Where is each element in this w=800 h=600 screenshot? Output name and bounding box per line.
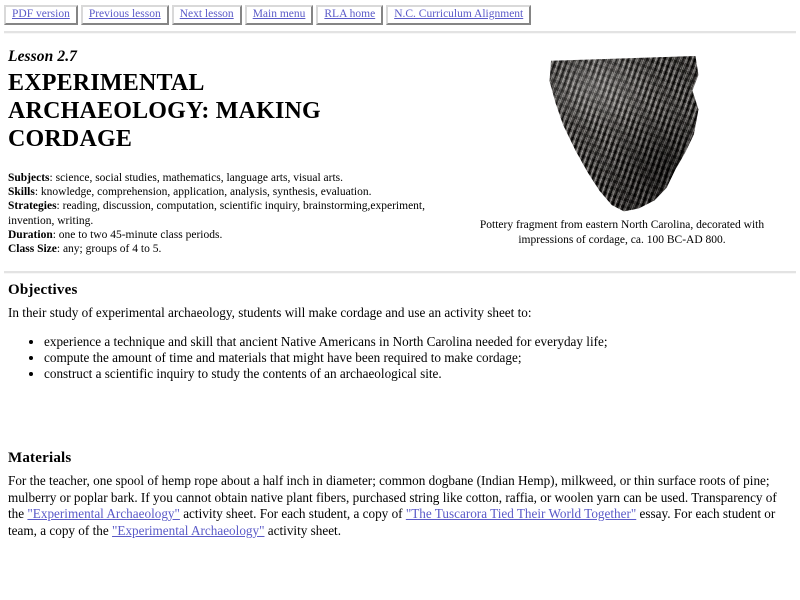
materials-text-2: activity sheet. For each student, a copy of (179, 506, 406, 521)
lesson-header (0, 48, 800, 256)
page-title: EXPERIMENTAL ARCHAEOLOGY: MAKING CORDAGE (8, 70, 321, 152)
meta-value-strategies: : reading, discussion, computation, scientific inquiry, brainstorming,experiment, invention, writing. (8, 200, 426, 227)
nav-nc-curriculum-alignment[interactable] (386, 5, 531, 25)
meta-label-strategies: Strategies (8, 200, 57, 213)
top-navigation-bar (0, 0, 800, 25)
objectives-intro: In their study of experimental archaeology, students will make cordage and use an activity sheet to: (8, 305, 532, 320)
lesson-number: Lesson 2.7 (8, 48, 78, 65)
meta-value-duration: : one to two 45-minute class periods. (52, 228, 223, 241)
objectives-section (0, 282, 800, 382)
nav-next-lesson[interactable] (172, 5, 242, 25)
nav-previous-lesson-label: Previous lesson (88, 8, 161, 20)
list-item: • experience a technique and skill that ancient Native Americans in North Carolina needed for everyday life; (44, 334, 792, 350)
nav-nc-curriculum-alignment-label: N.C. Curriculum Alignment (394, 8, 524, 20)
nav-rla-home[interactable] (316, 5, 383, 25)
pottery-fragment-image (452, 54, 792, 218)
meta-label-class-size: Class Size (8, 243, 57, 256)
meta-value-skills: : knowledge, comprehension, application, analysis, synthesis, evaluation. (34, 186, 372, 199)
nav-rla-home-label: RLA home (324, 8, 376, 20)
meta-label-subjects: Subjects (8, 172, 50, 184)
nav-pdf-version-label: PDF version (12, 8, 70, 20)
lesson-metadata (8, 171, 428, 256)
link-tuscarora-essay[interactable]: "The Tuscarora Tied Their World Together" (405, 506, 637, 521)
list-item: • construct a scientific inquiry to study the contents of an archaeological site. (44, 366, 792, 382)
meta-label-skills: Skills (8, 186, 35, 199)
meta-row-duration (8, 228, 428, 242)
meta-value-subjects: : science, social studies, mathematics, language arts, visual arts. (49, 172, 344, 184)
materials-paragraph (8, 473, 792, 539)
nav-pdf-version[interactable] (4, 5, 78, 25)
nav-next-lesson-label: Next lesson (179, 8, 234, 20)
list-item: • compute the amount of time and materials that might have been required to make cordage; (44, 350, 792, 366)
meta-value-class-size: : any; groups of 4 to 5. (56, 243, 162, 256)
nav-previous-lesson[interactable] (81, 5, 169, 25)
materials-text-4: activity sheet. (264, 522, 342, 538)
materials-section (0, 450, 800, 539)
nav-main-menu[interactable] (245, 5, 314, 25)
materials-text-1: For the teacher, one spool of hemp rope about a half inch in diameter; common dogbane (Indian Hemp), milkweed, or thin surface roots of pine; mulberry or poplar bark. If you cannot obtain native plant fibers, purchased string like cotton, raffia, or woolen yarn can be used. Transparency of the (8, 473, 777, 521)
meta-row-subjects (8, 171, 428, 185)
objectives-heading: Objectives (8, 282, 78, 298)
pottery-fragment-photo (548, 56, 700, 213)
figure-caption: Pottery fragment from eastern North Carolina, decorated with impressions of cordage, ca. 100 BC-AD 800. (479, 219, 765, 246)
materials-text-3: essay. For each student or team, a copy of the (8, 506, 776, 538)
meta-row-strategies (8, 199, 428, 227)
meta-label-duration: Duration (8, 228, 53, 241)
figure-pottery-fragment (452, 54, 792, 247)
nav-main-menu-label: Main menu (252, 8, 306, 20)
link-experimental-archaeology-1[interactable]: "Experimental Archaeology" (27, 506, 180, 521)
meta-row-skills (8, 185, 428, 199)
divider-top (4, 31, 796, 34)
divider-middle (4, 271, 796, 274)
meta-row-class-size (8, 242, 428, 256)
objectives-list (8, 334, 792, 383)
link-experimental-archaeology-2[interactable]: "Experimental Archaeology" (112, 522, 265, 538)
materials-heading: Materials (8, 450, 72, 466)
